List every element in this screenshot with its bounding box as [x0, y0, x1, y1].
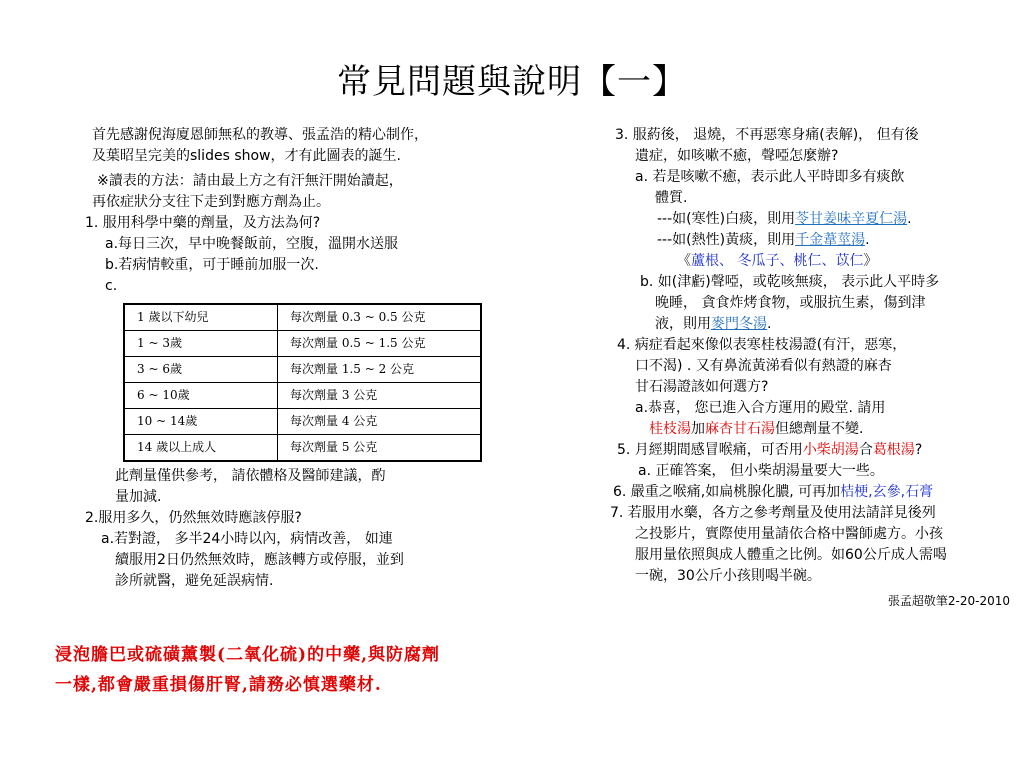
answer-2: 續服用2日仍然無效時，應該轉方或停服，並到 [115, 552, 404, 568]
answer-3b: b. 如(津虧)聲啞，或乾咳無痰， 表示此人平時多 [640, 274, 940, 290]
punct: . [907, 211, 912, 227]
formula-guizhi: 桂枝湯 [649, 421, 691, 437]
question-4: 4. 病症看起來像似表寒桂枝湯證(有汗，惡寒， [617, 337, 907, 353]
table-row [124, 331, 481, 357]
warning-line: 浸泡膽巴或硫磺薰製(二氧化硫)的中藥,與防腐劑 [55, 645, 441, 665]
answer-3b: 晚睡， 貪食炸烤食物，或服抗生素，傷到津 [655, 295, 926, 311]
warning-line: 一樣,都會嚴重損傷肝腎,請務必慎選藥材. [55, 675, 382, 695]
answer-5: a. 正確答案， 但小柴胡湯量要大一些。 [638, 463, 884, 479]
formula-link-qianjin[interactable]: 千金葦莖湯 [795, 232, 866, 248]
question-4: 口不渴) . 又有鼻流黃涕看似有熱證的麻杏 [635, 358, 892, 374]
item-7: 一碗，30公斤小孩則喝半碗。 [635, 568, 821, 584]
answer-3a: a. 若是咳嗽不癒，表示此人平時即多有痰飲 [635, 169, 905, 185]
answer-4 [605, 419, 1015, 440]
table-row [124, 435, 481, 462]
item-7: 之投影片，實際使用量請依合格中醫師處方。小孩 [635, 526, 943, 542]
question-5 [605, 440, 1015, 461]
bracket-open: 《 [677, 253, 691, 269]
age-cell: 10 ~ 14歲 [124, 409, 278, 435]
formula-link-maimendong[interactable]: 麥門冬湯 [711, 316, 767, 332]
dose-cell: 每次劑量 0.5 ~ 1.5 公克 [278, 331, 482, 357]
table-row [124, 357, 481, 383]
question-4: 甘石湯證該如何選方? [635, 379, 769, 395]
question-5-text: 合 [858, 442, 873, 458]
left-column [85, 125, 525, 592]
answer-1a: a.每日三次，早中晚餐飯前，空腹，溫開水送服 [105, 236, 399, 252]
age-cell: 1 ~ 3歲 [124, 331, 278, 357]
intro-line: 及葉昭呈完美的slides show，才有此圖表的誕生. [92, 148, 401, 164]
hot-phlegm-text: ---如(熱性)黃痰，則用 [657, 232, 796, 248]
question-2: 2.服用多久，仍然無效時應該停服? [85, 510, 302, 526]
formula-maxing: 麻杏甘石湯 [705, 421, 775, 437]
answer-1b: b.若病情較重，可于睡前加服一次. [105, 257, 319, 273]
table-row [124, 304, 481, 331]
answer-1c: c. [105, 278, 118, 294]
dosage-note: 量加減. [115, 489, 162, 505]
page-title: 常見問題與說明【一】 [337, 62, 687, 102]
answer-2: 診所就醫，避免延誤病情. [115, 573, 274, 589]
question-5-text: 5. 月經期間感冒喉痛，可否用 [617, 442, 803, 458]
hot-phlegm-line [605, 230, 1015, 251]
table-row [124, 383, 481, 409]
age-cell: 1 歲以下幼兒 [124, 304, 278, 331]
item-7: 服用量依照與成人體重之比例。如60公斤成人需喝 [635, 547, 947, 563]
signature: 張孟超敬筆2-20-2010 [887, 594, 1010, 608]
punct: . [865, 232, 870, 248]
age-cell: 3 ~ 6歲 [124, 357, 278, 383]
item-6 [605, 482, 1015, 503]
answer-4-text: 加 [691, 421, 705, 437]
punct: . [767, 316, 772, 332]
dose-cell: 每次劑量 1.5 ~ 2 公克 [278, 357, 482, 383]
dose-cell: 每次劑量 3 公克 [278, 383, 482, 409]
age-cell: 6 ~ 10歲 [124, 383, 278, 409]
dose-cell: 每次劑量 5 公克 [278, 435, 482, 462]
herbs-list: 蘆根、 冬瓜子、桃仁、苡仁 [691, 253, 864, 269]
right-column [605, 125, 1015, 612]
formula-gegen: 葛根湯 [872, 442, 915, 458]
reading-method-line: ※讀表的方法：請由最上方之有汗無汗開始讀起， [97, 173, 403, 189]
answer-4-text: 但總劑量不變. [775, 421, 864, 437]
dosage-table [123, 303, 482, 462]
dose-cell: 每次劑量 0.3 ~ 0.5 公克 [278, 304, 482, 331]
answer-4: a.恭喜， 您已進入合方運用的殿堂. 請用 [635, 400, 886, 416]
bracket-close: 》 [863, 253, 878, 269]
cold-phlegm-line [605, 209, 1015, 230]
age-cell: 14 歲以上成人 [124, 435, 278, 462]
warning-text [55, 640, 525, 700]
item-6-herbs: 桔梗,玄參,石膏 [840, 484, 934, 500]
question-3: 遺症，如咳嗽不癒，聲啞怎麼辦? [635, 148, 839, 164]
question-5-text: ? [914, 442, 923, 458]
reading-method-line: 再依症狀分支往下走到對應方劑為止。 [92, 194, 330, 210]
answer-3b-text: 液，則用 [655, 316, 711, 332]
answer-2: a.若對證， 多半24小時以內，病情改善， 如連 [101, 531, 393, 547]
dose-cell: 每次劑量 4 公克 [278, 409, 482, 435]
question-3: 3. 服葯後， 退燒，不再惡寒身痛(表解)， 但有後 [615, 127, 919, 143]
table-row [124, 409, 481, 435]
intro-line: 首先感謝倪海廈恩師無私的教導、張孟浩的精心制作， [92, 127, 428, 143]
item-7: 7. 若服用水藥，各方之參考劑量及使用法請詳見後列 [610, 505, 936, 521]
item-6-text: 6. 嚴重之喉痛,如扁桃腺化膿, 可再加 [613, 484, 841, 500]
herbs-line [605, 251, 1015, 272]
answer-3b [605, 314, 1015, 335]
dosage-note: 此劑量僅供參考， 請依體格及醫師建議，酌 [115, 468, 386, 484]
cold-phlegm-text: ---如(寒性)白痰，則用 [657, 211, 796, 227]
answer-3a: 體質. [655, 190, 688, 206]
formula-link-linggan[interactable]: 苓甘姜味辛夏仁湯 [795, 211, 908, 227]
question-1: 1. 服用科學中藥的劑量，及方法為何? [85, 215, 321, 231]
formula-xiaochaihu: 小柴胡湯 [802, 442, 859, 458]
